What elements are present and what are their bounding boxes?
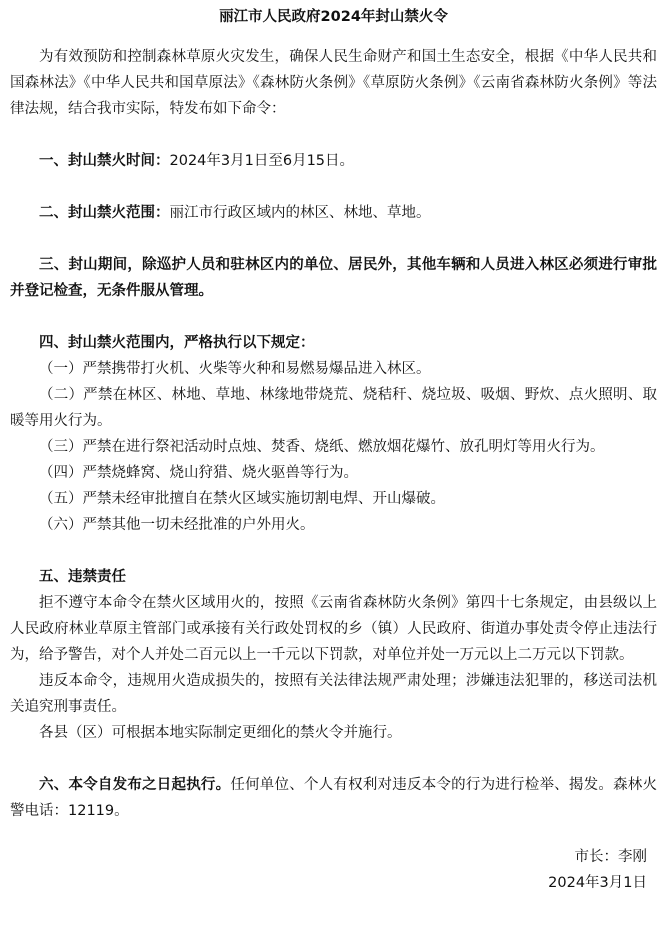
section-2-text: 丽江市行政区域内的林区、林地、草地。 [169,205,431,221]
section-4-item-1: （一）严禁携带打火机、火柴等火种和易燃易爆品进入林区。 [39,361,431,377]
section-1-heading: 一、封山禁火时间： [39,153,170,169]
section-5-heading: 五、违禁责任 [39,569,126,585]
signature-mayor: 市长：李刚 [574,849,647,865]
section-6-heading: 六、本令自发布之日起执行。 [39,777,231,793]
section-5-paragraph-1: 拒不遵守本命令在禁火区域用火的，按照《云南省森林防火条例》第四十七条规定，由县级以上人民政府林业草原主管部门或承接有关行政处罚权的乡（镇）人民政府、街道办事处责令停止违法行为，给予警告，对个人并处二百元以上一千元以下罚款，对单位并处一万元以上二万元以下罚款。 [10,595,657,663]
section-4-item-3: （三）严禁在进行祭祀活动时点烛、焚香、烧纸、燃放烟花爆竹、放孔明灯等用火行为。 [39,439,605,455]
signature-date: 2024年3月1日 [548,875,647,891]
section-4-item-4: （四）严禁烧蜂窝、烧山狩猎、烧火驱兽等行为。 [39,465,358,481]
section-6 [10,772,657,824]
section-6-text: 任何单位、个人有权利对违反本令的行为进行检举、揭发。森林火警电话：12119。 [10,777,658,819]
section-4-item-5: （五）严禁未经审批擅自在禁火区域实施切割电焊、开山爆破。 [39,491,445,507]
section-5-paragraph-2: 违反本命令，违规用火造成损失的，按照有关法律法规严肃处理；涉嫌违法犯罪的，移送司法机关追究刑事责任。 [10,673,657,715]
section-5-paragraph-3: 各县（区）可根据本地实际制定更细化的禁火令并施行。 [39,725,402,741]
intro-paragraph: 为有效预防和控制森林草原火灾发生，确保人民生命财产和国土生态安全，根据《中华人民共和国森林法》《中华人民共和国草原法》《森林防火条例》《草原防火条例》《云南省森林防火条例》等法律法规，结合我市实际，特发布如下命令： [10,49,657,117]
section-4-item-2: （二）严禁在林区、林地、草地、林缘地带烧荒、烧秸秆、烧垃圾、吸烟、野炊、点火照明、取暖等用火行为。 [10,387,657,429]
section-4-item-6: （六）严禁其他一切未经批准的户外用火。 [39,517,315,533]
section-2-heading: 二、封山禁火范围： [39,205,170,221]
section-1-text: 2024年3月1日至6月15日。 [169,153,355,169]
section-1 [10,148,657,174]
section-4-heading: 四、封山禁火范围内，严格执行以下规定： [39,335,315,351]
section-3: 三、封山期间，除巡护人员和驻林区内的单位、居民外，其他车辆和人员进入林区必须进行审批并登记检查，无条件服从管理。 [10,257,657,299]
section-2 [10,200,657,226]
document-title: 丽江市人民政府2024年封山禁火令 [219,9,448,25]
